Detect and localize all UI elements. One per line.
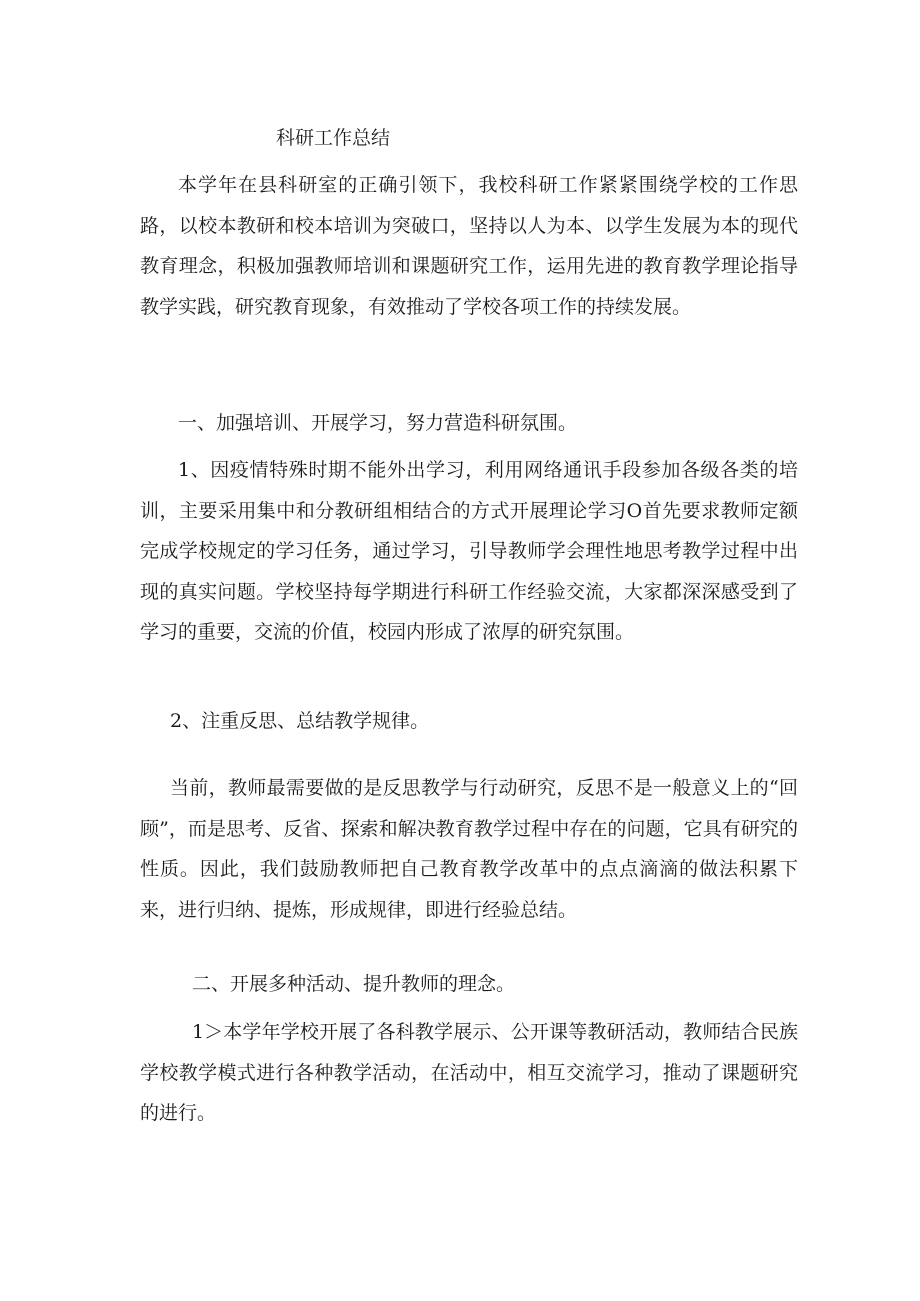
section1-heading: 一、加强培训、开展学习，努力营造科研氛围。 bbox=[178, 412, 578, 434]
section1-item2-heading: 2、注重反思、总结教学规律。 bbox=[170, 710, 430, 732]
section1-item1-paragraph: 1、因疫情特殊时期不能外出学习，利用网络通讯手段参加各级各类的培训，主要采用集中和分教研组相结合的方式开展理论学习O首先要求教师定额完成学校规定的学习任务，通过学习，引导教师学会理性地思考教学过程中出现的真实问题。学校坚持每学期进行科研工作经验交流，大家都深深感受到了学习的重要，交流的价值，校园内形成了浓厚的研究氛围。 bbox=[140, 459, 798, 643]
document-title: 科研工作总结 bbox=[276, 127, 391, 149]
section2-heading: 二、开展多种活动、提升教师的理念。 bbox=[192, 973, 516, 995]
section2-item1-paragraph: 1＞本学年学校开展了各科教学展示、公开课等教研活动，教师结合民族学校教学模式进行各种教学活动，在活动中，相互交流学习，推动了课题研究的进行。 bbox=[140, 1021, 798, 1124]
section1-item2-paragraph: 当前，教师最需要做的是反思教学与行动研究，反思不是一般意义上的“回顾”，而是思考、反省、探索和解决教育教学过程中存在的问题，它具有研究的性质。因此，我们鼓励教师把自己教育教学改革中的点点滴滴的做法积累下来，进行归纳、提炼，形成规律，即进行经验总结。 bbox=[140, 777, 798, 921]
intro-paragraph: 本学年在县科研室的正确引领下，我校科研工作紧紧围绕学校的工作思路，以校本教研和校本培训为突破口，坚持以人为本、以学生发展为本的现代教育理念，积极加强教师培训和课题研究工作，运用先进的教育教学理论指导教学实践，研究教育现象，有效推动了学校各项工作的持续发展。 bbox=[140, 174, 798, 318]
